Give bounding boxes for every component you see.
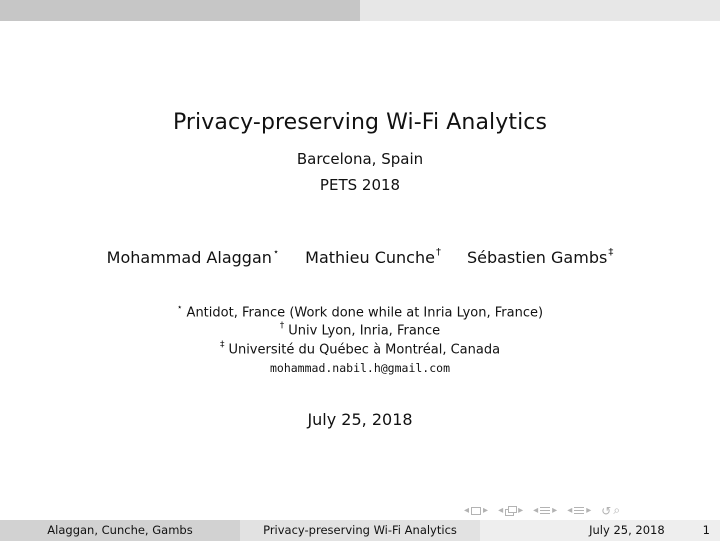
author-gambs: [467, 248, 613, 267]
footer-date: July 25, 2018: [589, 523, 665, 537]
header-bar-right: [360, 0, 720, 21]
nav-frame-icon[interactable]: ◂ ▸: [464, 505, 489, 516]
header-bar: [0, 0, 720, 21]
affiliation-mark: ‡: [219, 340, 225, 350]
presentation-date: July 25, 2018: [307, 410, 413, 429]
footer-authors: Alaggan, Cunche, Gambs: [0, 520, 240, 541]
footer-right: [480, 520, 720, 541]
nav-align-icon[interactable]: ◂ ▸: [567, 505, 592, 516]
author-name: Mathieu Cunche: [305, 248, 435, 267]
slide-title: Privacy-preserving Wi-Fi Analytics: [172, 110, 548, 135]
author-name: Mohammad Alaggan: [106, 248, 272, 267]
header-bar-left: [0, 0, 360, 21]
nav-section-icon[interactable]: ◂ ▸: [533, 505, 558, 516]
affiliation-mark: ⋆: [176, 303, 183, 313]
affiliation-mark: †: [279, 321, 285, 331]
affiliation-text: Antidot, France (Work done while at Inria Lyon, France): [186, 305, 544, 321]
affiliation-text: Univ Lyon, Inria, France: [288, 323, 441, 339]
author-cunche: [305, 248, 441, 267]
affiliation-inria: [0, 322, 720, 338]
author-list: [0, 248, 720, 267]
author-mark: ⋆: [272, 246, 280, 258]
affiliation-text: Université du Québec à Montréal, Canada: [228, 342, 501, 358]
affiliation-antidot: [0, 304, 720, 320]
affiliation-uqam: [0, 341, 720, 357]
author-mark: †: [435, 246, 441, 258]
location-text: Barcelona, Spain: [296, 150, 424, 168]
author-alaggan: [107, 248, 279, 267]
footer-bar: [0, 520, 720, 541]
conference-text: PETS 2018: [319, 176, 401, 194]
navigation-symbols: [464, 503, 620, 518]
author-mark: ‡: [608, 246, 614, 258]
contact-email: mohammad.nabil.h@gmail.com: [269, 361, 450, 375]
nav-subsection-icon[interactable]: ◂ ▸: [498, 505, 524, 516]
footer-page-number: 1: [702, 523, 710, 537]
nav-zoom-icon[interactable]: ↺ ⌕: [601, 503, 621, 518]
footer-title: Privacy-preserving Wi-Fi Analytics: [240, 520, 480, 541]
author-name: Sébastien Gambs: [466, 248, 608, 267]
